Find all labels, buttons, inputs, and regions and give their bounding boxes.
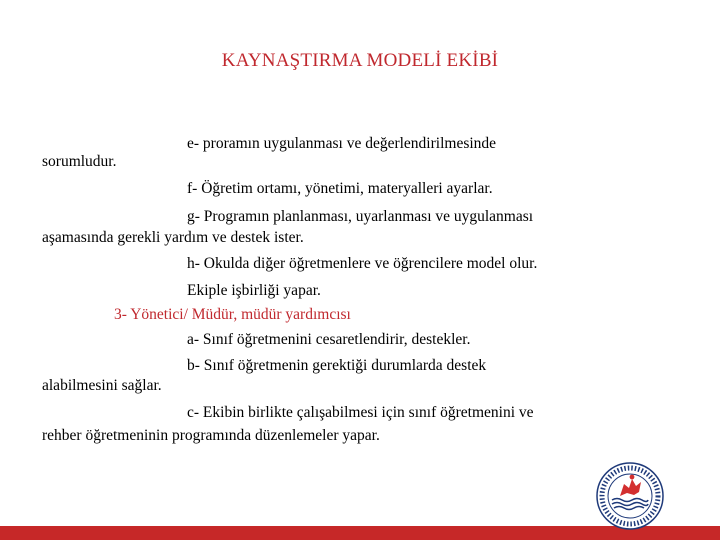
text-line: alabilmesini sağlar. [42, 377, 162, 394]
text-line: g- Programın planlanması, uyarlanması ve uygulanması [187, 208, 534, 225]
slide-title: KAYNAŞTIRMA MODELİ EKİBİ [221, 50, 499, 71]
text-line: a- Sınıf öğretmenini cesaretlendirir, destekler. [187, 331, 471, 348]
section-heading: 3- Yönetici/ Müdür, müdür yardımcısı [114, 306, 351, 323]
text-line: e- proramın uygulanması ve değerlendirilmesinde [187, 135, 497, 152]
text-line: b- Sınıf öğretmenin gerektiği durumlarda destek [187, 357, 487, 374]
text-line: h- Okulda diğer öğretmenlere ve öğrencilere model olur. [187, 255, 538, 272]
university-seal-icon [596, 462, 664, 530]
text-line: sorumludur. [42, 153, 117, 170]
text-line: aşamasında gerekli yardım ve destek ister. [42, 229, 304, 246]
text-line: rehber öğretmeninin programında düzenlemeler yapar. [42, 427, 380, 444]
text-line: f- Öğretim ortamı, yönetimi, materyalleri ayarlar. [187, 180, 493, 197]
text-line: c- Ekibin birlikte çalışabilmesi için sınıf öğretmenini ve [187, 404, 534, 421]
text-line: Ekiple işbirliği yapar. [187, 282, 321, 299]
